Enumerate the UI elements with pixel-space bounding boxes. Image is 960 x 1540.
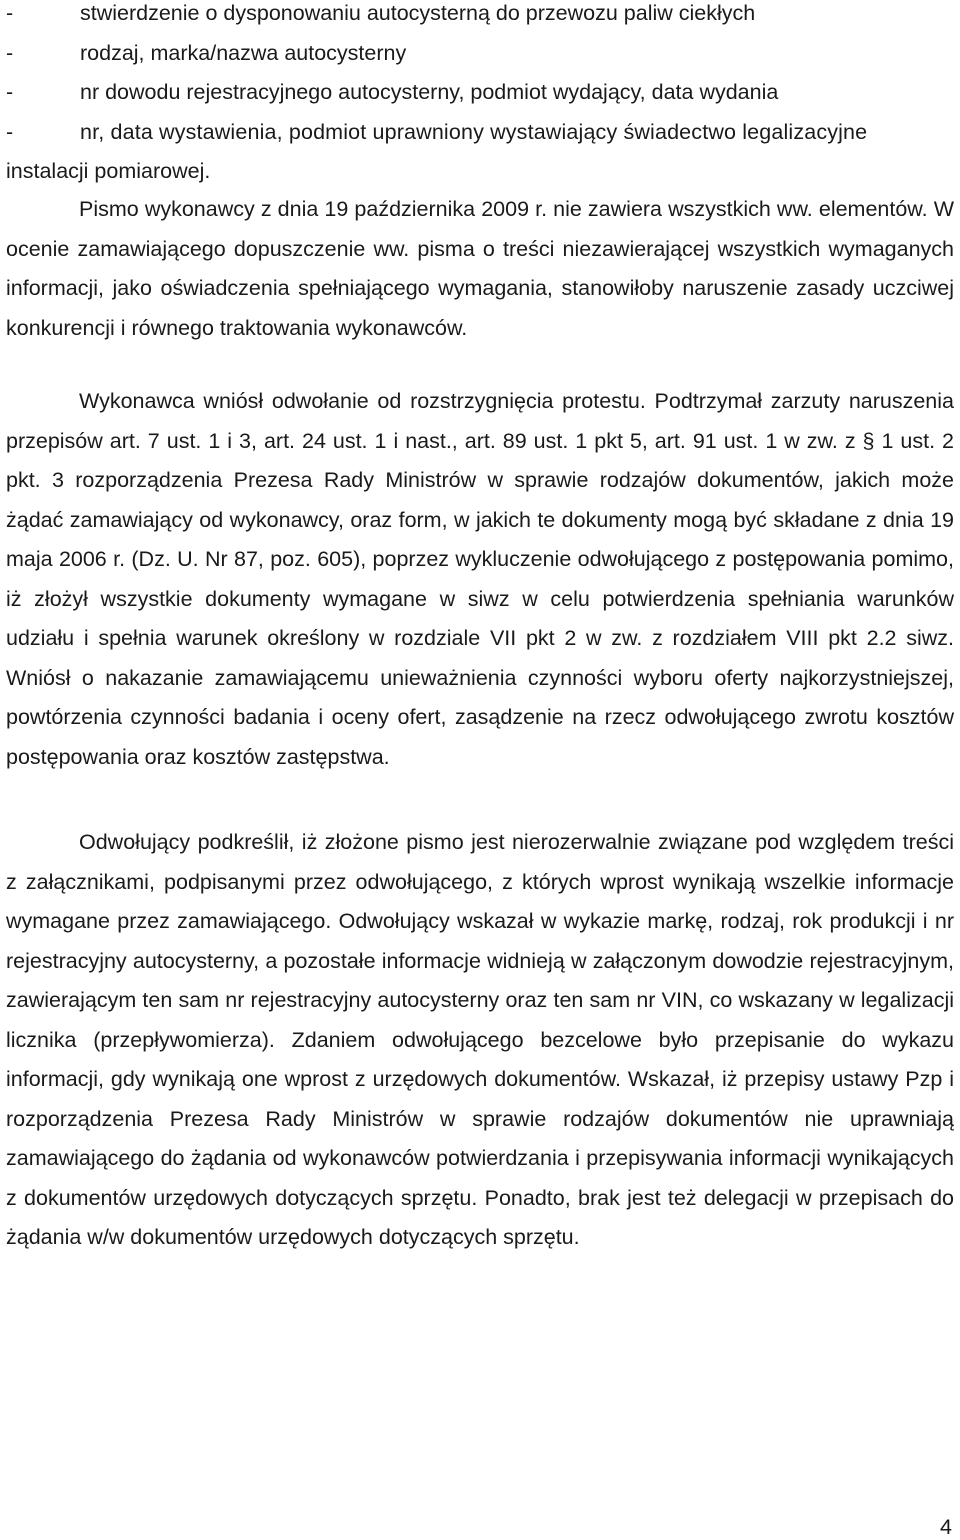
paragraph-2: Wykonawca wniósł odwołanie od rozstrzygnięcia protestu. Podtrzymał zarzuty naruszenia przepisów art. 7 ust. 1 i 3, art. 24 ust. 1 i nast., art. 89 ust. 1 pkt 5, art. 91 ust. 1 w zw. z § 1 ust. 2 pkt. 3 rozporządzenia Prezesa Rady Ministrów w sprawie rodzajów dokumentów, jakich może żądać zamawiający od wykonawcy, oraz form, w jakich te dokumenty mogą być składane z dnia 19 maja 2006 r. (Dz. U. Nr 87, poz. 605), poprzez wykluczenie odwołującego z postępowania pomimo, iż złożył wszystkie dokumenty wymagane w siwz w celu potwierdzenia spełniania warunków udziału i spełnia warunek określony w rozdziale VII pkt 2 w zw. z rozdziałem VIII pkt 2.2 siwz. Wniósł o nakazanie zamawiającemu unieważnienia czynności wyboru oferty najkorzystniejszej, powtórzenia czynności badania i oceny ofert, zasądzenie na rzecz odwołującego zwrotu kosztów postępowania oraz kosztów zastępstwa. bbox=[6, 389, 954, 769]
paragraph-3: Odwołujący podkreślił, iż złożone pismo jest nierozerwalnie związane pod względem treści z załącznikami, podpisanymi przez odwołującego, z których wprost wynikają wszelkie informacje wymagane przez zamawiającego. Odwołujący wskazał w wykazie markę, rodzaj, rok produkcji i nr rejestracyjny autocysterny, a pozostałe informacje widnieją w załączonym dowodzie rejestracyjnym, zawierającym ten sam nr rejestracyjny autocysterny oraz ten sam nr VIN, co wskazany w legalizacji licznika (przepływomierza). Zdaniem odwołującego bezcelowe było przepisanie do wykazu informacji, gdy wynikają one wprost z urzędowych dokumentów. Wskazał, iż przepisy ustawy Pzp i rozporządzenia Prezesa Rady Ministrów w sprawie rodzajów dokumentów nie uprawniają zamawiającego do żądania od wykonawców potwierdzania i przepisywania informacji wynikających z dokumentów urzędowych dotyczących sprzętu. Ponadto, brak jest też delegacji w przepisach do żądania w/w dokumentów urzędowych dotyczących sprzętu. bbox=[6, 830, 954, 1249]
list-bullet: - bbox=[6, 1, 14, 25]
list-item-text: nr dowodu rejestracyjnego autocysterny, podmiot wydający, data wydania bbox=[80, 80, 779, 104]
list-bullet: - bbox=[6, 119, 14, 144]
list-item-text: nr, data wystawienia, podmiot uprawniony wystawiający świadectwo legalizacyjne bbox=[80, 119, 868, 144]
list-bullet: - bbox=[6, 40, 14, 65]
list-bullet: - bbox=[6, 80, 14, 104]
list-item-continuation: instalacji pomiarowej. bbox=[6, 159, 211, 183]
paragraph-1: Pismo wykonawcy z dnia 19 października 2009 r. nie zawiera wszystkich ww. elementów. W ocenie zamawiającego dopuszczenie ww. pisma o treści niezawierającej wszystkich wymaganych informacji, jako oświadczenia spełniającego wymagania, stanowiłoby naruszenie zasady uczciwej konkurencji i równego traktowania wykonawców. bbox=[6, 197, 954, 340]
page-number: 4 bbox=[940, 1515, 952, 1539]
list-item-text: stwierdzenie o dysponowaniu autocysterną do przewozu paliw ciekłych bbox=[80, 1, 756, 25]
list-item-text: rodzaj, marka/nazwa autocysterny bbox=[80, 40, 407, 65]
